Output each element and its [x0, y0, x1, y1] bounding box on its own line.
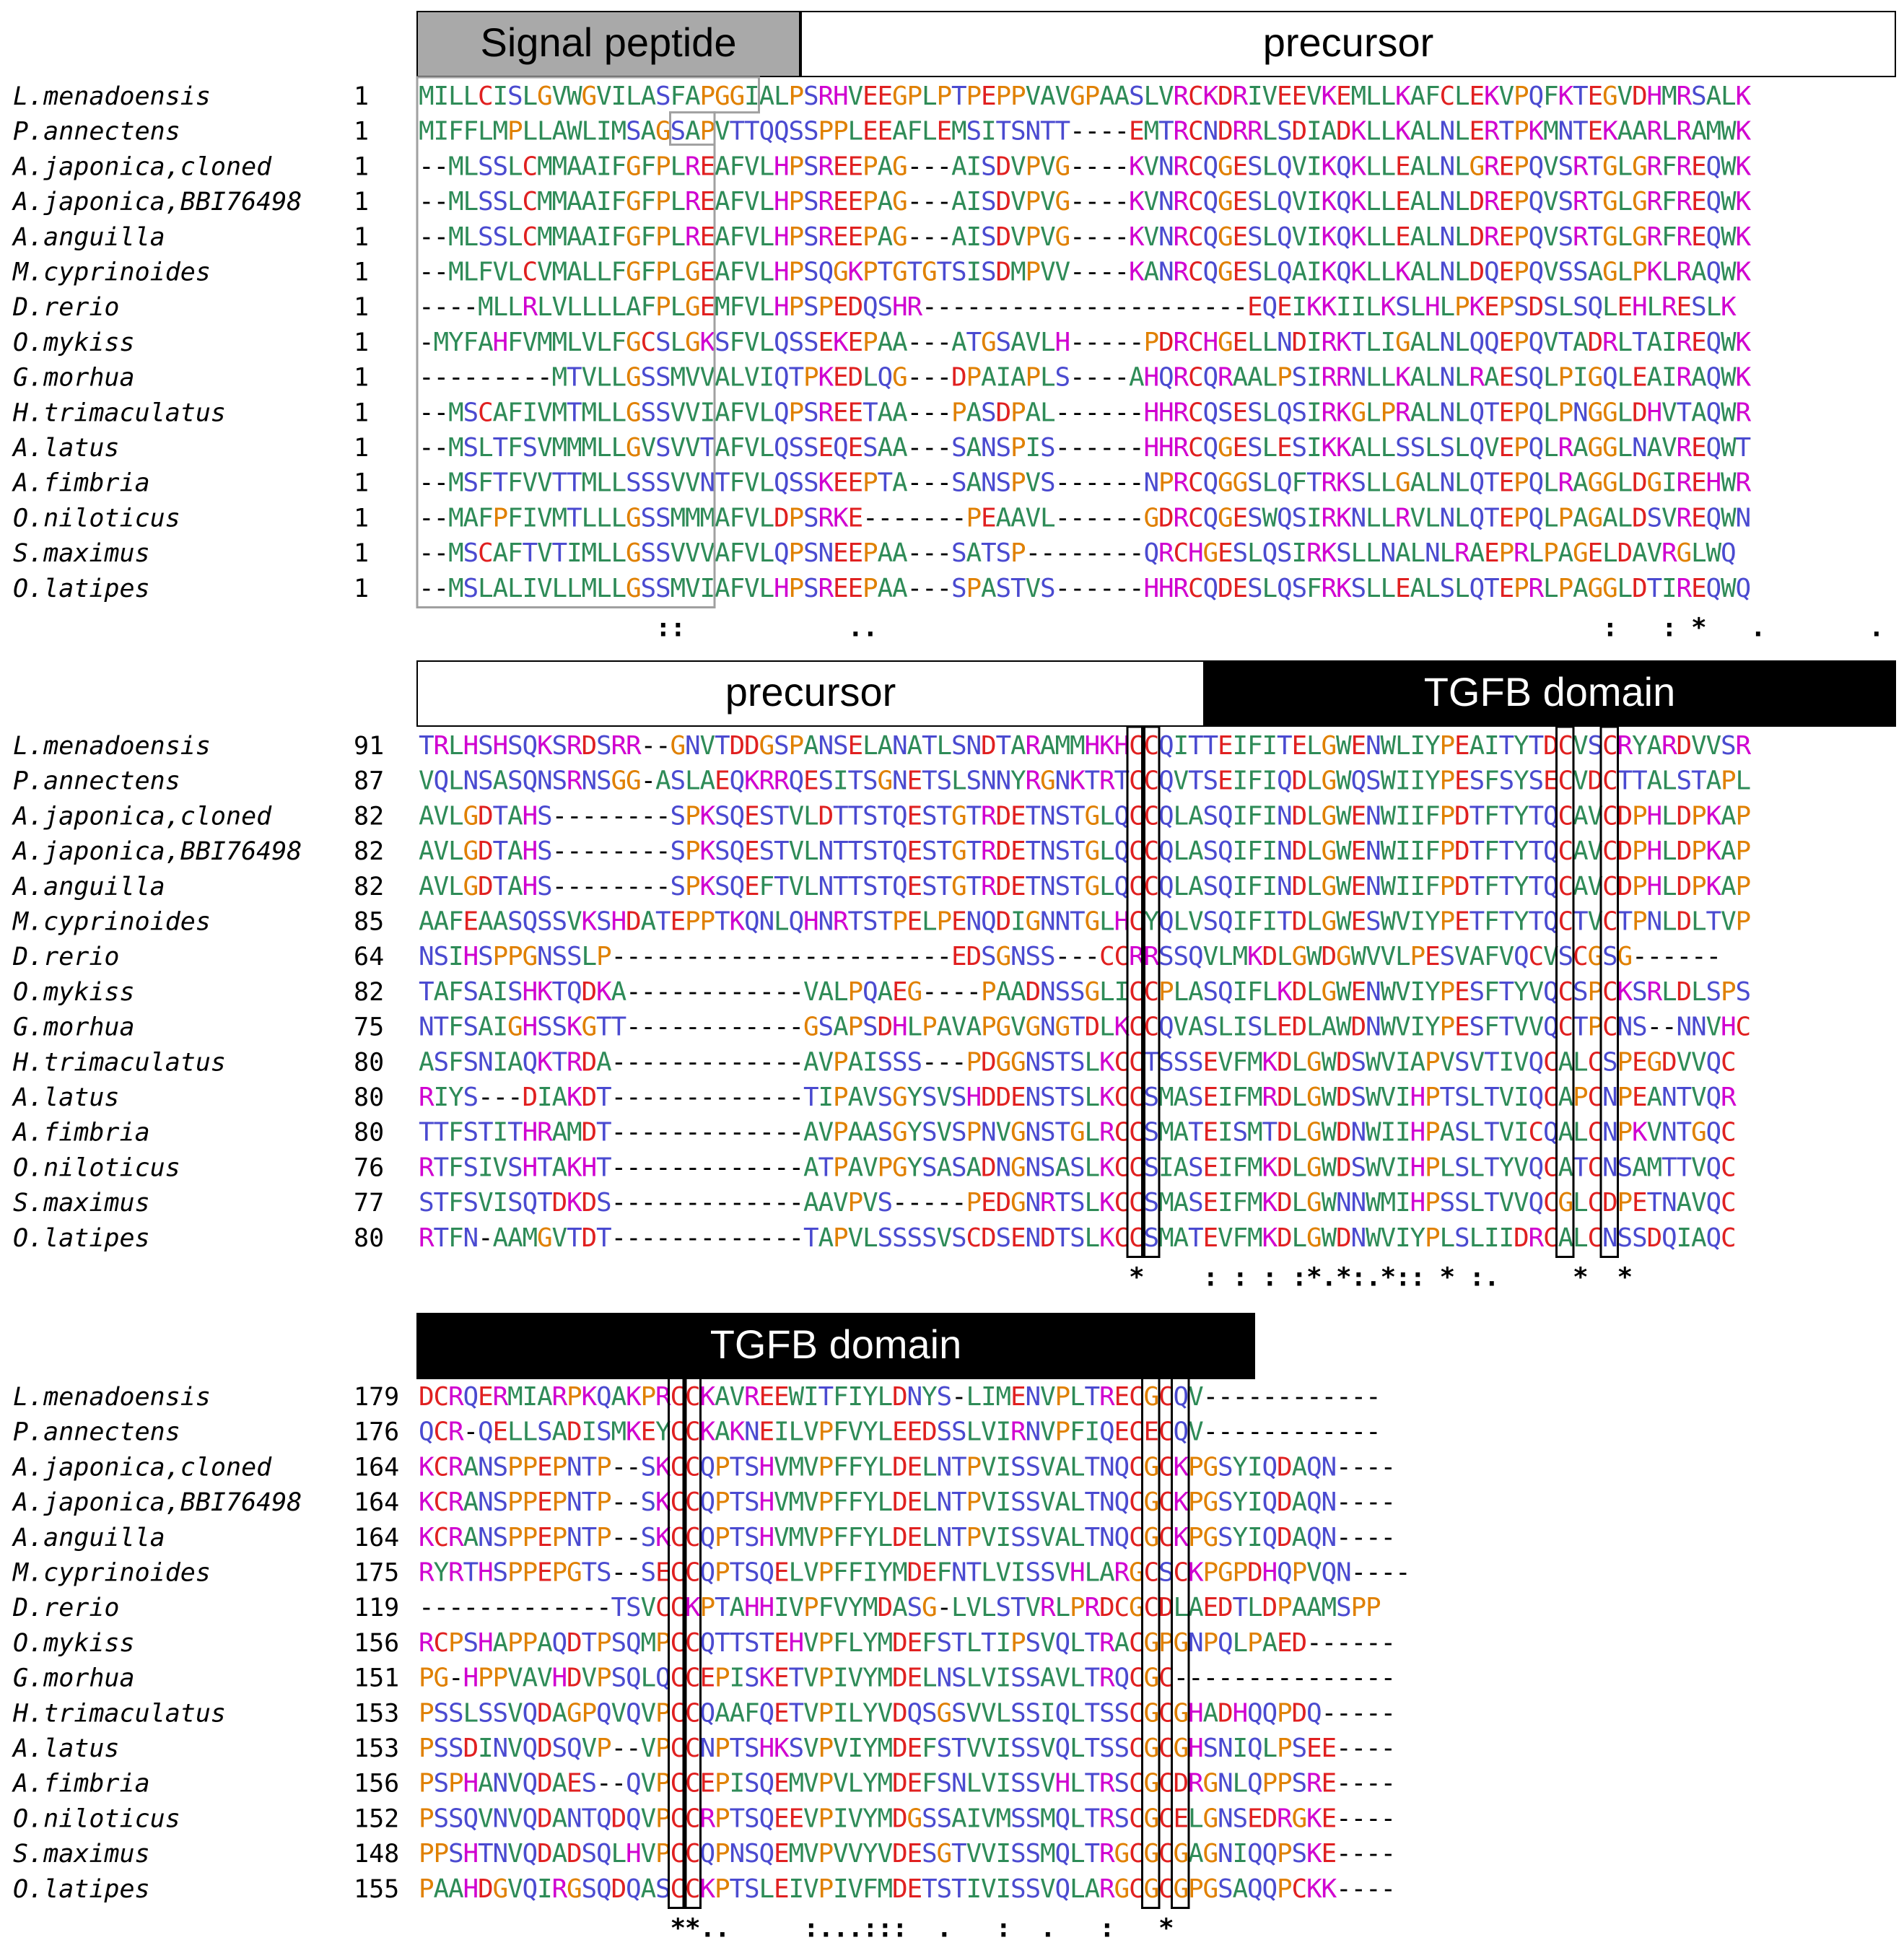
species-label: A.japonica,cloned: [13, 152, 272, 182]
sequence-row: PSSLSSVQDAGPQVQVPCCQAAFQETVPILYVDQSGSVVLSSIQLTSSCGCGHADHQQPDQ-----: [419, 1698, 1397, 1729]
start-position: 179: [354, 1383, 400, 1412]
species-label: S.maximus: [13, 539, 150, 569]
sequence-row: MIFFLMPLLAWLIMSAGSAPVTTQQSSPPLEEAFLEMSITSNTT----EMTRCNDRRLSDIADKLLKALNLERTPKMNTEKAARLRAMWK: [419, 116, 1752, 147]
species-label: S.maximus: [13, 1840, 150, 1869]
species-label: A.japonica,BBI76498: [13, 837, 302, 867]
species-label: O.mykiss: [13, 1628, 135, 1658]
sequence-row: PSSQVNVQDANTQDQVPCCRPTSQEEVPIVYMDGSSAIVMSSMQLTRSCGCELGNSEDRGKE----: [419, 1804, 1397, 1834]
sequence-row: --MAFPFIVMTLLLGSSMMMAFVLDPSRKE-------PEAAVL------GDRCQGESWQSIRKNLLRVLNLQTEPQLPAGALDSVREQWN: [419, 503, 1752, 533]
start-position: 151: [354, 1664, 400, 1693]
start-position: 119: [354, 1594, 400, 1623]
start-position: 175: [354, 1558, 400, 1588]
start-position: 1: [354, 258, 370, 287]
sequence-row: AVLGDTAHS--------SPKSQESTVLDTTSTQESTGTRDETNSTGLQCCQLASQIFINDLGWENWIIFPDTFTYTQCAVCDPHLDPKAP: [419, 801, 1752, 831]
species-label: A.latus: [13, 434, 120, 463]
start-position: 1: [354, 293, 370, 323]
start-position: 152: [354, 1804, 400, 1834]
species-label: H.trimaculatus: [13, 1699, 227, 1729]
sequence-row: --MLSSLCMMAAIFGFPLREAFVLHPSREEPAG---AISDVPVG----KVNRCQGESLQVIKQKLLEALNLDREPQVSRTGLGRFREQWK: [419, 222, 1752, 252]
species-label: G.morhua: [13, 363, 135, 393]
species-label: H.trimaculatus: [13, 1048, 227, 1078]
region-bar-label: TGFB domain: [709, 1321, 962, 1367]
species-label: O.latipes: [13, 1874, 150, 1904]
sequence-row: --MLSSLCMMAAIFGFPLREAFVLHPSREEPAG---AISDVPVG----KVNRCQGESLQVIKQKLLEALNLDREPQVSRTGLGRFREQWK: [419, 187, 1752, 217]
sequence-row: ---------MTVLLGSSMVVALVIQTPKEDLQG---DPAIAPLS----AHQRCQRAALPSIRRNLLKALNLRAESQLPIGQLEAIRAQWK: [419, 362, 1752, 393]
species-label: M.cyprinoides: [13, 907, 211, 937]
start-position: 1: [354, 328, 370, 357]
start-position: 82: [354, 802, 385, 831]
sequence-row: -MYFAHFVMMLVLFGCSLGKSFVLQSSEKEPAA---ATGSAVLH-----PDRCHGELLNDIRKTLIGALNLQQEPQVTADRLTAIREQWK: [419, 327, 1752, 357]
species-label: M.cyprinoides: [13, 1558, 211, 1588]
sequence-row: MILLCISLGVWGVILASFAPGGIALPSRHVEEGPLPTPEPPVAVGPAASLVRCKDRIVEEVKEMLLKAFCLEKVPQFKTEGVDHMRSALK: [419, 82, 1752, 111]
start-position: 153: [354, 1699, 400, 1729]
start-position: 1: [354, 539, 370, 569]
sequence-row: TRLHSHSQKSRDSRR--GNVTDDGSPANSELANATLSNDTARAMMHKHCCQITTEIFITELGWENWLIYPEAITYTDCVSCRYARDVVSR: [419, 731, 1752, 761]
start-position: 1: [354, 363, 370, 393]
species-label: A.fimbria: [13, 1769, 150, 1799]
start-position: 77: [354, 1189, 385, 1218]
species-label: A.latus: [13, 1083, 120, 1112]
sequence-row: --MSCAFIVMTMLLGSSVVIAFVLQPSREETAA---PASDPAL------HHRCQSESLQSIRKGLPRALNLQTEPQLPNGGLDHVTAQWR: [419, 398, 1752, 428]
species-label: G.morhua: [13, 1013, 135, 1042]
species-label: O.mykiss: [13, 977, 135, 1007]
species-label: P.annectens: [13, 766, 180, 796]
sequence-row: DCRQERMIARPKQAKPRCCKAVREEWITFIYLDNYS-LIMENVPLTRECGCQV------------: [419, 1382, 1381, 1412]
sequence-row: ----MLLRLVLLLLAFPLGEMFVLHPSPEDQSHR----------------------EQEIKKIILKSLHLPKEPSDSLSQLEHLRESLK: [419, 292, 1737, 323]
species-label: A.japonica,cloned: [13, 1453, 272, 1482]
start-position: 80: [354, 1118, 385, 1148]
species-label: A.fimbria: [13, 1118, 150, 1148]
start-position: 1: [354, 117, 370, 147]
sequence-row: NSIHSPPGNSSLP-----------------------EDSGNSS---CCRRSSQVLMKDLGWDGWVVLPESVAFVQCVSCGSG------: [419, 942, 1722, 972]
sequence-row: RYRTHSPPEPGTS--SECCQPTSQELVPFFIYMDEFNTLVISSVHLARGCSCKPGPDHQPVQN----: [419, 1557, 1411, 1588]
start-position: 1: [354, 398, 370, 428]
start-position: 87: [354, 766, 385, 796]
start-position: 164: [354, 1523, 400, 1552]
sequence-row: QCR-QELLSADISMKEYCCKAKNEILVPFVYLEEDSSLVIRNVPFIQECECQV------------: [419, 1417, 1381, 1447]
sequence-row: -------------TSVCCKPTAHHIVPFVYMDASG-LVLSTVRLPRDCGCDLAEDTLDPAAMSPP: [419, 1593, 1381, 1623]
start-position: 1: [354, 222, 370, 252]
species-label: A.japonica,cloned: [13, 802, 272, 831]
start-position: 1: [354, 504, 370, 533]
species-label: O.mykiss: [13, 328, 135, 357]
species-label: A.anguilla: [13, 872, 165, 901]
sequence-row: --MLFVLCVMALLFGFPLGEAFVLHPSQGKPTGTGTSISDMPVV----KANRCQGESLQAIKQKLLKALNLDQEPQVSSAGLPKLRAQWK: [419, 257, 1752, 287]
species-label: L.menadoensis: [13, 732, 211, 761]
species-label: A.japonica,BBI76498: [13, 188, 302, 217]
sequence-row: --MSFTFVVTTMLLSSSVVNTFVLQSSKEEPTA---SANSPVS------NPRCQGGSLQFTRKSLLGALNLQTEPQLRAGGLDGIREHWR: [419, 468, 1752, 498]
start-position: 80: [354, 1048, 385, 1078]
start-position: 91: [354, 732, 385, 761]
start-position: 153: [354, 1734, 400, 1763]
start-position: 76: [354, 1153, 385, 1183]
species-label: M.cyprinoides: [13, 258, 211, 287]
sequence-row: NTFSAIGHSSKGTT------------GSAPSDHLPAVAPGVGNGTDLKCCQVASLISLEDLAWDNWVIYPESFTVVQCTPCNS--NNVHC: [419, 1012, 1752, 1042]
sequence-row: PSSDINVQDSQVP--VPCCNPTSHKSVPVIYMDEFSTVVISSVQLTSSCGCGHSNIQLPSEE----: [419, 1734, 1397, 1763]
start-position: 80: [354, 1083, 385, 1112]
consensus-line: * : : : :*.*:.*:: * :. * *: [1129, 1262, 1633, 1293]
region-bar-label: precursor: [725, 669, 896, 715]
sequence-row: STFSVISQTDKDS-------------AAVPVS-----PEDGNRTSLKCCSMASEIFMKDLGWNNWMIHPSSLTVVQCGLCDPETNAVQC: [419, 1188, 1737, 1218]
sequence-row: PPSHTNVQDADSQLHVPCCQPNSQEMVPVVYVDESGTVVISSMQLTRGCGCGAGNIQQPSKE----: [419, 1839, 1397, 1869]
consensus-line: :: .. : : * . .: [655, 613, 1885, 643]
species-label: O.niloticus: [13, 1804, 180, 1834]
species-label: S.maximus: [13, 1189, 150, 1218]
region-bar-label: precursor: [1262, 19, 1434, 65]
sequence-row: ASFSNIAQKTRDA-------------AVPAISSS---PDGGNSTSLKCCTSSSEVFMKDLGWDSWVIAPVSVTIVQCALCSPEGDVVQC: [419, 1047, 1737, 1078]
species-label: L.menadoensis: [13, 82, 211, 111]
species-label: D.rerio: [13, 1594, 120, 1623]
species-label: A.anguilla: [13, 1523, 165, 1552]
sequence-row: RCPSHAPPAQDTPSQMPCCQTTSTEHVPFLYMDEFSTLTIPSVQLTRACGPGNPQLPAED------: [419, 1627, 1397, 1658]
species-label: L.menadoensis: [13, 1383, 211, 1412]
sequence-row: RTFSIVSHTAKHT-------------ATPAVPGYSASADNGNSASLKCCSIASEIFMKDLGWDSWVIHPLSLTYVQCATCNSAMTTVQC: [419, 1153, 1737, 1183]
sequence-row: --MSCAFTVTIMLLGSSVVVAFVLQPSNEEPAA---SATSP--------QRCHGESLQSIRKSLLNALNLRAEPRLPAGELDAVRGLWQ: [419, 538, 1737, 569]
start-position: 1: [354, 574, 370, 603]
sequence-row: TTFSTITHRAMDT-------------AVPAASGYSVSPNVGNSTGLRCCSMATEISMTDLGWDNWIIHPASLTVICQALCNPKVNTGQC: [419, 1117, 1737, 1148]
species-label: O.latipes: [13, 574, 150, 603]
start-position: 164: [354, 1488, 400, 1518]
start-position: 156: [354, 1769, 400, 1799]
sequence-row: VQLNSASQNSRNSGG-ASLAEQKRRQESITSGNETSLSNNYRGNKTRTCCQVTSEIFIQDLGWQSWIIYPESFSYSECVDCTTALSTAPL: [419, 766, 1752, 796]
species-label: O.niloticus: [13, 1153, 180, 1183]
sequence-row: PG-HPPVAVHDVPSQLQCCEPISKETVPIVYMDELNSLVISSAVLTRQCGC---------------: [419, 1663, 1397, 1693]
region-bar-label: TGFB domain: [1423, 669, 1676, 715]
species-label: A.latus: [13, 1734, 120, 1763]
region-bar-label: Signal peptide: [480, 19, 737, 65]
sequence-row: KCRANSPPEPNTP--SKCCQPTSHVMVPFFYLDELNTPVISSVALTNQCGCKPGSYIQDAQN----: [419, 1487, 1397, 1518]
start-position: 176: [354, 1417, 400, 1447]
species-label: A.fimbria: [13, 468, 150, 498]
sequence-row: KCRANSPPEPNTP--SKCCQPTSHVMVPFFYLDELNTPVISSVALTNQCGCKPGSYIQDAQN----: [419, 1522, 1397, 1552]
sequence-row: TAFSAISHKTQDKA------------VALPQAEG----PAADNSSGLICCPLASQIFLKDLGWENWVIYPESFTYVQCSPCKSRLDLSPS: [419, 976, 1752, 1007]
start-position: 1: [354, 152, 370, 182]
start-position: 75: [354, 1013, 385, 1042]
start-position: 164: [354, 1453, 400, 1482]
start-position: 1: [354, 434, 370, 463]
species-label: P.annectens: [13, 1417, 180, 1447]
start-position: 148: [354, 1840, 400, 1869]
start-position: 1: [354, 468, 370, 498]
start-position: 64: [354, 943, 385, 972]
start-position: 156: [354, 1628, 400, 1658]
sequence-row: PAAHDGVQIRGSQDQASCCKPTSLEIVPIVFMDETSTIVISSVQLARGCGCGPGSAQQPCKK----: [419, 1874, 1397, 1904]
sequence-row: KCRANSPPEPNTP--SKCCQPTSHVMVPFFYLDELNTPVISSVALTNQCGCKPGSYIQDAQN----: [419, 1452, 1397, 1482]
start-position: 80: [354, 1223, 385, 1253]
species-label: H.trimaculatus: [13, 398, 227, 428]
sequence-row: AAFEAASQSSVKSHDATEPPTKQNLQHNRTSTPELPENQDIGNNTGLHCYQLVSQIFITDLGWESWVIYPETFTYTQCTVCTPNLDLTVP: [419, 906, 1752, 937]
sequence-row: --MSLALIVLLMLLGSSMVIAFVLHPSREEPAA---SPASTVS------HHRCQDESLQSFRKSLLEALSLQTEPRLPAGGLDTIREQWQ: [419, 573, 1752, 603]
start-position: 82: [354, 872, 385, 901]
sequence-row: --MSLTFSVMMMLLGVSVVTAFVLQSSEQESAA---SANSPIS------HHRCQGESLESIKKALLSSLSLQVEPQLRAGGLNAVREQWT: [419, 433, 1752, 463]
species-label: O.niloticus: [13, 504, 180, 533]
start-position: 85: [354, 907, 385, 937]
start-position: 1: [354, 188, 370, 217]
sequence-row: AVLGDTAHS--------SPKSQEFTVLNTTSTQESTGTRDETNSTGLQCCQLASQIFINDLGWENWIIFPDTFTYTQCAVCDPHLDPKAP: [419, 871, 1752, 901]
sequence-row: RIYS---DIAKDT-------------TIPAVSGYSVSHDDENSTSLKCCSMASEIFMRDLGWDSWVIHPTSLTVIQCAPCNPEANTVQR: [419, 1083, 1737, 1112]
species-label: A.japonica,BBI76498: [13, 1488, 302, 1518]
start-position: 82: [354, 837, 385, 867]
sequence-row: --MLSSLCMMAAIFGFPLREAFVLHPSREEPAG---AISDVPVG----KVNRCQGESLQVIKQKLLEALNLGREPQVSRTGLGRFREQWK: [419, 152, 1752, 182]
species-label: D.rerio: [13, 293, 120, 323]
species-label: O.latipes: [13, 1223, 150, 1253]
species-label: P.annectens: [13, 117, 180, 147]
start-position: 1: [354, 82, 370, 111]
species-label: A.anguilla: [13, 222, 165, 252]
species-label: G.morhua: [13, 1664, 135, 1693]
start-position: 155: [354, 1874, 400, 1904]
consensus-line: **.. :...::: . : . : *: [670, 1913, 1174, 1940]
sequence-row: AVLGDTAHS--------SPKSQESTVLNTTSTQESTGTRDETNSTGLQCCQLASQIFINDLGWENWIIFPDTFTYTQCAVCDPHLDPKAP: [419, 836, 1752, 867]
sequence-row: PSPHANVQDAES--QVPCCEPISQEMVPVLYMDEFSNLVISSVHLTRSCGCDRGNLQPPSRE----: [419, 1768, 1397, 1799]
species-label: D.rerio: [13, 943, 120, 972]
start-position: 82: [354, 977, 385, 1007]
sequence-row: RTFN-AAMGVTDT-------------TAPVLSSSSVSCDSENDTSLKCCSMATEVFMKDLGWDNWVIYPLSLIIDRCALCNSSDQIAQC: [419, 1223, 1737, 1253]
